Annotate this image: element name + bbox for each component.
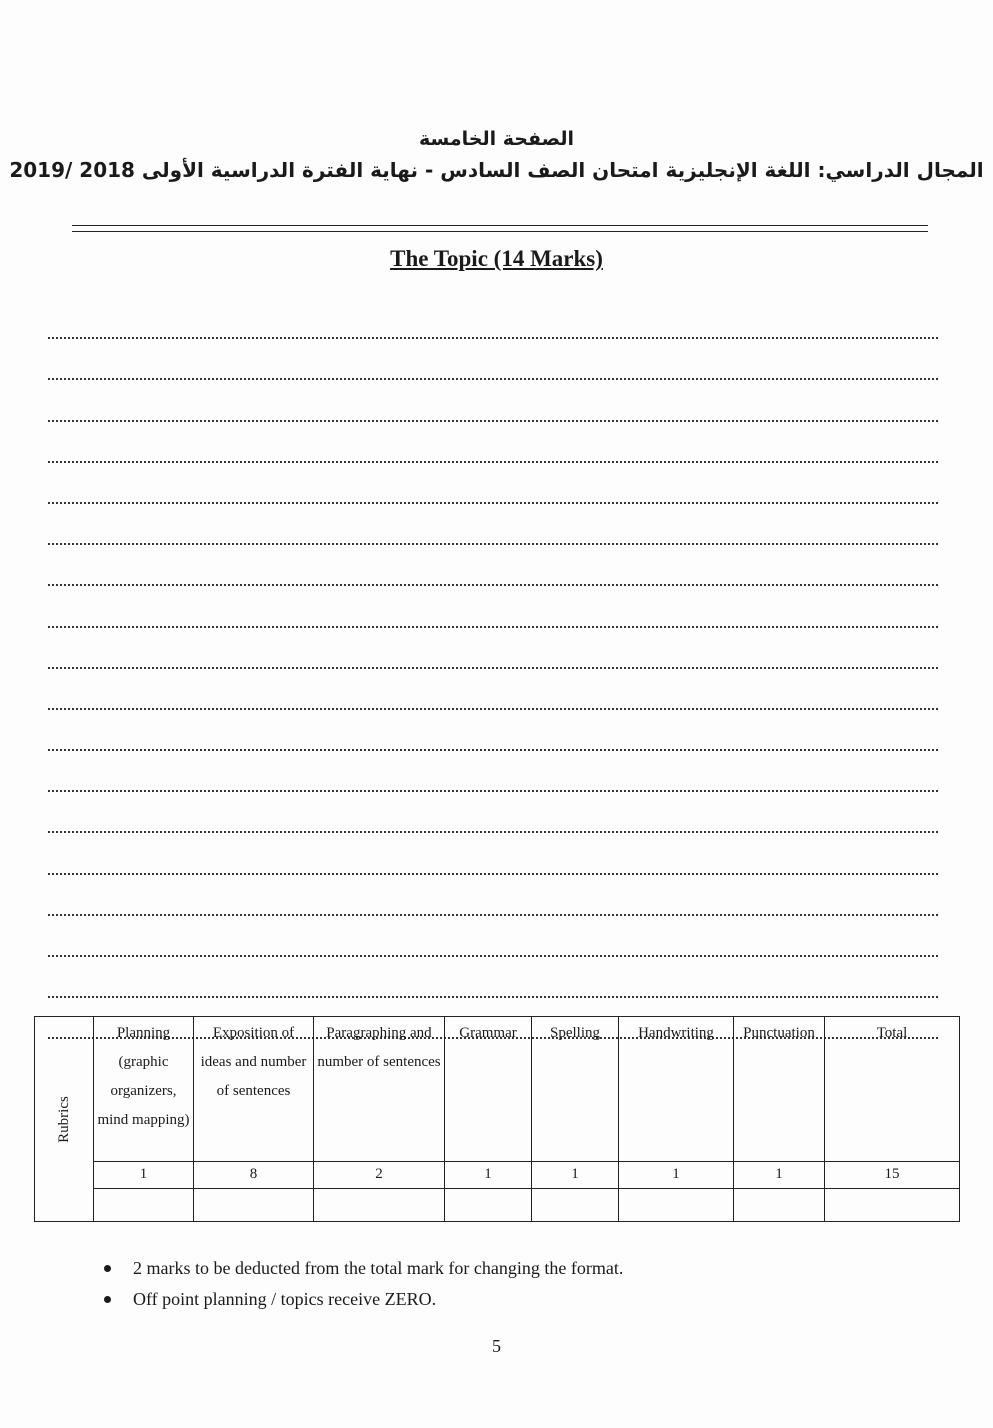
rubric-header-spelling: Spelling: [532, 1017, 619, 1162]
header-separator: [72, 225, 928, 232]
rubrics-marks-row: [35, 1162, 960, 1189]
rubrics-side-text: Rubrics: [55, 1095, 72, 1143]
rubric-header-grammar: Grammar: [445, 1017, 532, 1162]
writing-line[interactable]: [48, 628, 938, 669]
writing-line[interactable]: [48, 380, 938, 421]
rubric-mark-grammar: 1: [445, 1162, 532, 1189]
writing-area: [48, 298, 938, 1039]
rubric-mark-planning: 1: [94, 1162, 194, 1189]
rubric-mark-exposition: 8: [194, 1162, 314, 1189]
writing-line[interactable]: [48, 957, 938, 998]
rubric-mark-punctuation: 1: [734, 1162, 825, 1189]
writing-line[interactable]: [48, 422, 938, 463]
rubric-mark-paragraphing: 2: [314, 1162, 445, 1189]
writing-line[interactable]: [48, 669, 938, 710]
rubrics-table: [34, 1016, 960, 1222]
writing-line[interactable]: [48, 545, 938, 586]
note-item: [104, 1289, 924, 1310]
rubric-score-cell[interactable]: [825, 1189, 960, 1222]
writing-line[interactable]: [48, 833, 938, 874]
rubric-score-cell[interactable]: [532, 1189, 619, 1222]
rubric-score-cell[interactable]: [94, 1189, 194, 1222]
note-text: Off point planning / topics receive ZERO.: [133, 1289, 437, 1309]
rubric-header-paragraphing: Paragraphing and number of sentences: [314, 1017, 445, 1162]
page-header: [0, 128, 993, 182]
rubric-mark-total: 15: [825, 1162, 960, 1189]
writing-line[interactable]: [48, 463, 938, 504]
notes-list: [104, 1258, 924, 1320]
header-page-label: الصفحة الخامسة: [419, 128, 574, 150]
writing-line[interactable]: [48, 586, 938, 627]
rubric-score-cell[interactable]: [314, 1189, 445, 1222]
writing-line[interactable]: [48, 875, 938, 916]
rubric-header-punctuation: Punctuation: [734, 1017, 825, 1162]
writing-line[interactable]: [48, 504, 938, 545]
rubric-mark-spelling: 1: [532, 1162, 619, 1189]
rubric-score-cell[interactable]: [194, 1189, 314, 1222]
rubric-header-handwriting: Handwriting: [619, 1017, 734, 1162]
rubric-mark-handwriting: 1: [619, 1162, 734, 1189]
header-subject-line: المجال الدراسي: اللغة الإنجليزية امتحان الصف السادس - نهاية الفترة الدراسية الأولى 2018 /2019: [9, 158, 984, 182]
writing-line[interactable]: [48, 298, 938, 339]
rubric-header-exposition: Exposition of ideas and number of sentences: [194, 1017, 314, 1162]
note-item: [104, 1258, 924, 1279]
note-text: 2 marks to be deducted from the total mark for changing the format.: [133, 1258, 624, 1278]
rubrics-header-row: [35, 1017, 960, 1162]
rubric-score-cell[interactable]: [619, 1189, 734, 1222]
writing-line[interactable]: [48, 916, 938, 957]
rubric-header-total: Total: [825, 1017, 960, 1162]
rubric-score-cell[interactable]: [734, 1189, 825, 1222]
writing-line[interactable]: [48, 339, 938, 380]
rubrics-side-label: [35, 1017, 94, 1222]
rubric-score-cell[interactable]: [445, 1189, 532, 1222]
writing-line[interactable]: [48, 710, 938, 751]
page-number: 5: [492, 1336, 501, 1356]
topic-title: The Topic (14 Marks): [390, 246, 603, 271]
bullet-icon: [104, 1265, 111, 1272]
writing-line[interactable]: [48, 792, 938, 833]
rubrics-score-row: [35, 1189, 960, 1222]
bullet-icon: [104, 1296, 111, 1303]
rubric-header-planning: Planning (graphic organizers, mind mapping): [94, 1017, 194, 1162]
writing-line[interactable]: [48, 751, 938, 792]
